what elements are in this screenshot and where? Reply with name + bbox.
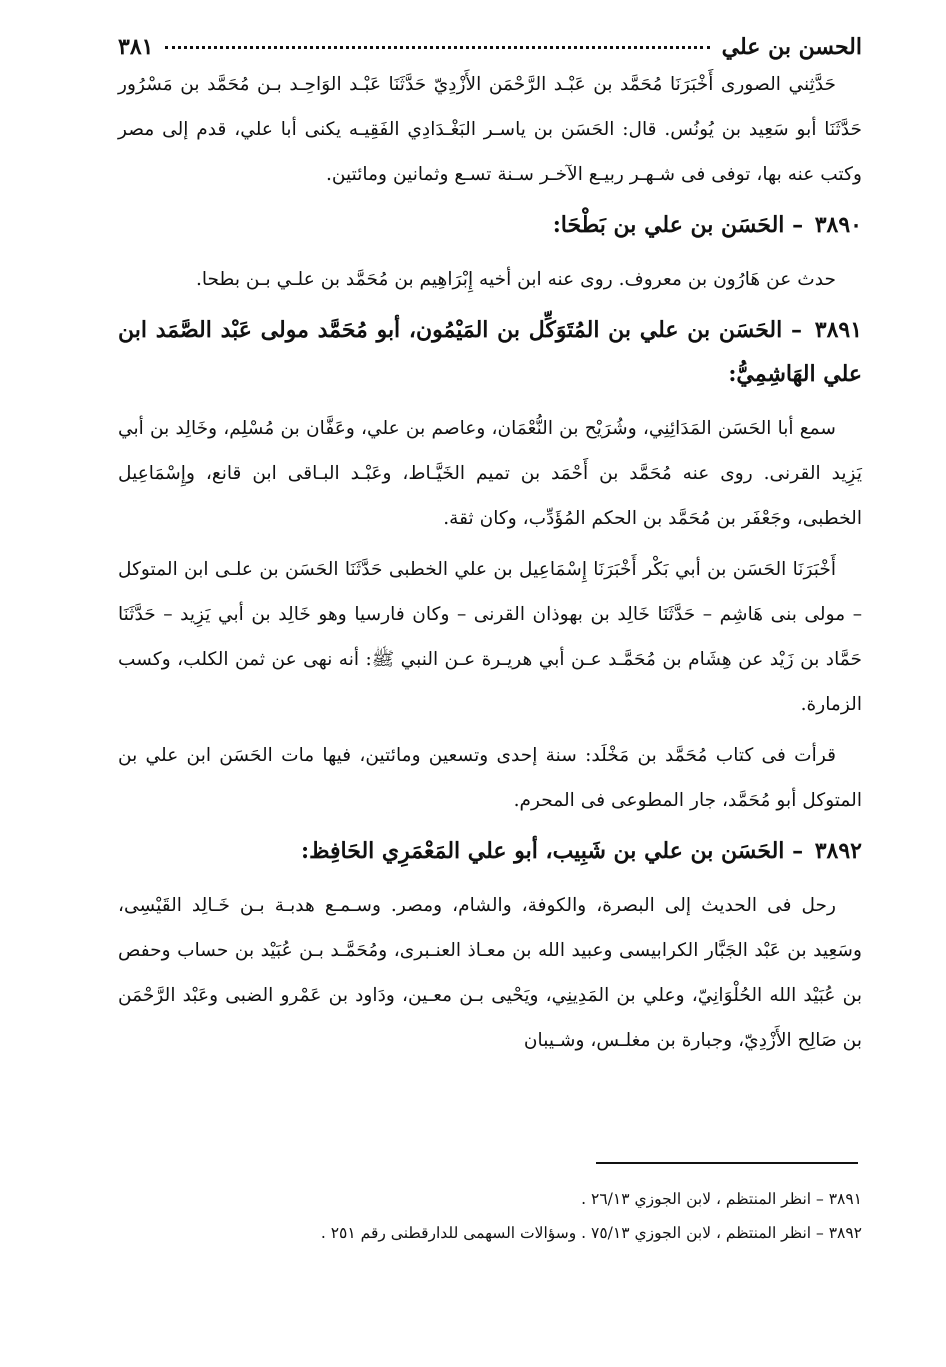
header-title: الحسن بن علي (721, 34, 862, 60)
entry-heading: ٣٨٩١ – الحَسَن بن علي بن المُتَوَكِّل بن المَيْمُون، أبو مُحَمَّد مولى عَبْد الصَّمَد ابن علي الهَاشِمِيُّ: (118, 317, 863, 387)
paragraph: أَخْبَرَنَا الحَسَن بن أبي بَكْر أَخْبَرَنَا إِسْمَاعِيل بن علي الخطبى حَدَّثَنَا الحَسَن بن علـى ابن المتوكل – مولى بنى هَاشِم – حَدَّثَنَا خَالِد بن بهوذان القرنى – وكان فارسيا وهو خَالِد بن أبي يَزِيد – حَدَّثَنَا حَمَّاد بن زَيْد عن هِشَام بن مُحَمَّـد عـن أبي هريـرة عـن النبي ﷺ: أنه نهى عن ثمن الكلب، وكسب الزمارة. (118, 559, 862, 715)
entry-number: ٣٨٩٢ (814, 838, 862, 864)
entry-title: الحَسَن بن علي بن المُتَوَكِّل بن المَيْمُون، أبو مُحَمَّد مولى عَبْد الصَّمَد ابن علي الهَاشِمِيُّ: (118, 317, 862, 387)
page-number: ٣٨١ (118, 34, 154, 60)
paragraph: حدث عن هَارُون بن معروف. روى عنه ابن أخيه إِبْرَاهِيم بن مُحَمَّد بن علـي بـن بطحا. (195, 269, 836, 290)
footnote: ٣٨٩١ – انظر المنتظم ، لابن الجوزي ٢٦/١٣ . (581, 1190, 862, 1208)
paragraph: سمع أبا الحَسَن المَدَائِنِي، وشُرَيْح بن النُّعْمَان، وعاصم بن علي، وعَفَّان بن مُسْلِم، وخَالِد بن أبي يَزِيد القرنى. روى عنه مُحَمَّد بن أَحْمَد بن تميم الخَيَّـاط، وعَبْـد البـاقى ابن قانع، وإِسْمَاعِيل الخطبى، وجَعْفَر بن مُحَمَّد بن الحكم المُؤَدِّب، وكان ثقة. (118, 418, 862, 529)
entry-heading: ٣٨٩٠ – الحَسَن بن علي بن بَطْحَا: (552, 212, 862, 238)
paragraph: رحل فى الحديث إلى البصرة، والكوفة، والشام، ومصر. وسـمـع هدبـة بـن خَـالِد القَيْسِى، وسَعِيد بن عَبْد الجَبَّار الكرابيسى وعبيد الله بن معـاذ العنـبرى، ومُحَمَّـد بـن عُبَيْد بن حساب وحفص بن عُبَيْد الله الحُلْوَانِيّ، وعلي بن المَدِينِي، ويَحْيى بـن معـين، ودَاود بن عَمْرو الضبى وعَبْد الرَّحْمَن بن صَالِح الأَزْدِيّ، وجبارة بن مغلـس، وشـيبان (118, 895, 862, 1051)
entry-title: الحَسَن بن علي بن بَطْحَا: (552, 212, 785, 238)
footnotes (118, 1182, 862, 1250)
paragraph: قرأت فى كتاب مُحَمَّد بن مَخْلَد: سنة إحدى وتسعين ومائتين، فيها مات الحَسَن ابن علي بن المتوكل أبو مُحَمَّد، جار المطوعى فى المحرم. (118, 745, 862, 811)
header-dot-leader (165, 46, 709, 49)
entry-number: ٣٨٩١ (814, 317, 863, 343)
entry-heading: ٣٨٩٢ – الحَسَن بن علي بن شَبِيب، أبو علي المَعْمَرِي الحَافِظ: (301, 838, 862, 864)
page-body (118, 62, 862, 1069)
footnote-separator (596, 1162, 858, 1164)
entry-title: الحَسَن بن علي بن شَبِيب، أبو علي المَعْمَرِي الحَافِظ: (301, 838, 785, 864)
paragraph: حَدَّثِني الصورى أَخْبَرَنَا مُحَمَّد بن عَبْـد الرَّحْمَن الأَزْدِيّ حَدَّثَنَا عَبْـد الوَاحِـد بـن مُحَمَّد بن مَسْرُور حَدَّثَنَا أبو سَعِيد بن يُونُس. قال: الحَسَن بن ياسـر البَغْـدَادِي الفَقِيـه يكنى أبا علي، قدم إلى مصر وكتب عنه بها، توفى فى شـهـر ربيـع الآخـر سـنة تسـع وثمانين ومائتين. (118, 74, 862, 185)
footnote: ٣٨٩٢ – انظر المنتظم ، لابن الجوزي ٧٥/١٣ . وسؤالات السهمى للدارقطنى رقم ٢٥١ . (320, 1224, 862, 1242)
entry-number: ٣٨٩٠ (814, 212, 862, 238)
